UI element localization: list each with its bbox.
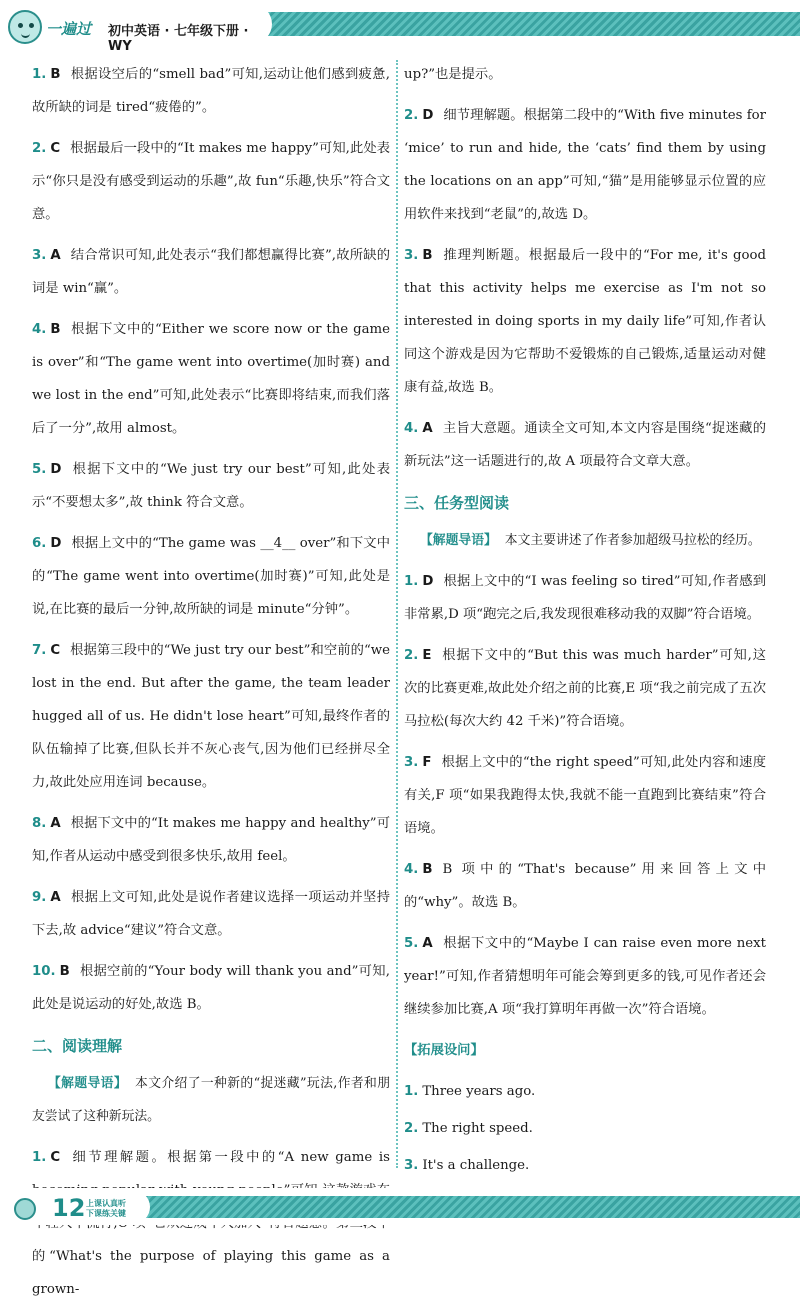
- book-title: 初中英语 · 七年级下册 · WY: [108, 24, 249, 54]
- entry-answer: A: [422, 936, 433, 951]
- entry-number: 3.: [404, 1158, 419, 1173]
- answer-entry: [32, 58, 390, 124]
- entry-explanation: 根据空前的“Your body will thank you and”可知,此处是说运动的好处,故选 B。: [32, 964, 390, 1012]
- answer-entry: [404, 927, 766, 1026]
- answer-entry: [404, 99, 766, 231]
- answer-entry: [404, 565, 766, 631]
- solution-guide: [32, 1067, 390, 1133]
- answer-entry: [32, 239, 390, 305]
- entry-explanation: 根据下文中的“It makes me happy and healthy”可知,作者从运动中感受到很多快乐,故用 feel。: [32, 816, 390, 864]
- entry-number: 2.: [404, 1121, 419, 1136]
- entry-answer: C: [50, 1150, 61, 1165]
- entry-answer: B: [50, 322, 61, 337]
- entry-answer: D: [422, 574, 434, 589]
- answer-entry: [32, 955, 390, 1021]
- entry-explanation: 根据设空后的“smell bad”可知,运动让他们感到疲惫,故所缺的词是 tired“疲倦的”。: [32, 67, 390, 115]
- entry-number: 7.: [32, 643, 47, 658]
- entry-number: 3.: [404, 755, 419, 770]
- entry-explanation: 根据最后一段中的“It makes me happy”可知,此处表示“你只是没有感受到运动的乐趣”,故 fun“乐趣,快乐”符合文意。: [32, 141, 390, 222]
- extension-item: [404, 1149, 766, 1182]
- entry-answer: A: [50, 890, 61, 905]
- page-number: 12: [52, 1194, 86, 1222]
- right-column: [404, 58, 766, 1186]
- entry-explanation: 根据上文中的“I was feeling so tired”可知,作者感到非常累,D 项“跑完之后,我发现很难移动我的双脚”符合语境。: [404, 574, 766, 622]
- entry-explanation: 细节理解题。根据第二段中的“With five minutes for ‘mice’ to run and hide, the ‘cats’ find them by using the locations on an app”可知,“猫”是用能够显示位置的应用软件来找到“老鼠”的,故选 D。: [404, 108, 766, 222]
- entry-number: 8.: [32, 816, 47, 831]
- mascot-logo-icon: [8, 10, 42, 44]
- entry-explanation: 根据上文中的“The game was __4__ over”和下文中的“The game went into overtime(加时赛)”可知,此处是说,在比赛的最后一分钟,故所缺的词是 minute“分钟”。: [32, 536, 390, 617]
- entry-explanation: 推理判断题。根据最后一段中的“For me, it's good that this activity helps me exercise as I'm not so interested in doing sports in my daily life”可知,作者认同这个游戏是因为它帮助不爱锻炼的自己锻炼,适量运动对健康有益,故选 B。: [404, 248, 766, 395]
- entry-number: 4.: [32, 322, 47, 337]
- answer-entry: [32, 132, 390, 231]
- continued-text: up?”也是提示。: [404, 67, 502, 82]
- entry-explanation: 细节理解题。根据第一段中的“A new game is 的“What's the purpose of playing this game as a grown-: [32, 1150, 390, 1297]
- guide-tag: 【解题导语】: [48, 1076, 128, 1091]
- entry-number: 1.: [32, 67, 47, 82]
- entry-answer: B: [50, 67, 61, 82]
- entry-explanation: 根据下文中的“Maybe I can raise even more next year!”可知,作者猜想明年可能会筹到更多的钱,可见作者还会继续参加比赛,A 项“我打算明年再做一次”符合语境。: [404, 936, 766, 1017]
- section-title-reading: 二、阅读理解: [32, 1037, 123, 1055]
- entry-explanation: 根据上文可知,此处是说作者建议选择一项运动并坚持下去,故 advice“建议”符合文意。: [32, 890, 390, 938]
- page-header: [0, 0, 800, 54]
- entry-explanation: 根据下文中的“But this was much harder”可知,这次的比赛更难,故此处介绍之前的比赛,E 项“我之前完成了五次马拉松(每次大约 42 千米)”符合语境。: [404, 648, 766, 729]
- extension-item: [404, 1112, 766, 1145]
- answer-entry: [404, 412, 766, 478]
- entry-answer: A: [422, 421, 433, 436]
- entry-answer: A: [50, 816, 61, 831]
- answer-entry: [32, 527, 390, 626]
- entry-number: 4.: [404, 421, 419, 436]
- entry-number: 10.: [32, 964, 56, 979]
- entry-number: 5.: [32, 462, 47, 477]
- entry-number: 2.: [404, 108, 419, 123]
- entry-number: 1.: [404, 574, 419, 589]
- entry-explanation: B 项中的“That's because”用来回答上文中的“why”。故选 B。: [404, 862, 766, 910]
- extension-answer: Three years ago.: [422, 1084, 536, 1099]
- entry-number: 3.: [404, 248, 419, 263]
- answer-entry: [404, 239, 766, 404]
- extension-answer: It's a challenge.: [422, 1158, 530, 1173]
- answer-entry: [32, 453, 390, 519]
- answer-entry: [32, 881, 390, 947]
- slogan-line-2: 下课练关键: [86, 1209, 126, 1218]
- entry-answer: B: [59, 964, 70, 979]
- extension-item: [404, 1075, 766, 1108]
- entry-number: 4.: [404, 862, 419, 877]
- entry-answer: D: [422, 108, 434, 123]
- entry-answer: A: [50, 248, 61, 263]
- section-title-task-reading: 三、任务型阅读: [404, 494, 510, 512]
- entry-explanation: 结合常识可知,此处表示“我们都想赢得比赛”,故所缺的词是 win“赢”。: [32, 248, 390, 296]
- answer-entry: [32, 634, 390, 799]
- entry-answer: B: [422, 248, 433, 263]
- entry-answer: C: [50, 643, 61, 658]
- entry-number: 1.: [32, 1150, 47, 1165]
- solution-guide: [404, 524, 766, 557]
- footer-slogan: [86, 1199, 126, 1219]
- brand-logo: 一遍过: [46, 20, 92, 38]
- entry-number: 1.: [404, 1084, 419, 1099]
- entry-number: 9.: [32, 890, 47, 905]
- footer-page-box: [0, 1190, 150, 1224]
- answer-entry: [404, 746, 766, 845]
- header-brand-box: [0, 4, 272, 54]
- extension-tag-label: 【拓展设问】: [404, 1043, 484, 1058]
- entry-number: 2.: [404, 648, 419, 663]
- answer-entry: [404, 639, 766, 738]
- entry-answer: D: [50, 462, 62, 477]
- answer-entry: [404, 853, 766, 919]
- column-divider: [396, 60, 398, 1168]
- entry-explanation: 根据上文中的“the right speed”可知,此处内容和速度有关,F 项“如果我跑得太快,我就不能一直跑到比赛结束”符合语境。: [404, 755, 766, 836]
- left-column: [32, 58, 390, 1314]
- guide-text: 本文主要讲述了作者参加超级马拉松的经历。: [504, 533, 761, 548]
- guide-text: 本文介绍了一种新的“捉迷藏”玩法,作者和朋友尝试了这种新玩法。: [32, 1076, 391, 1124]
- entry-explanation: 根据第三段中的“We just try our best”和空前的“we lost in the end. But after the game, the team leader hugged all of us. He didn't lose heart”可知,最终作者的队伍输掉了比赛,但队长并不灰心丧气,因为他们已经拼尽全力,故此处应用连词 because。: [32, 643, 390, 790]
- flower-icon: [14, 1198, 36, 1220]
- page-footer: [0, 1188, 800, 1225]
- guide-tag: 【解题导语】: [420, 533, 497, 548]
- entry-answer: B: [422, 862, 433, 877]
- entry-answer: C: [50, 141, 61, 156]
- slogan-line-1: 上课认真听: [86, 1199, 126, 1208]
- entry-answer: D: [50, 536, 62, 551]
- entry-number: 6.: [32, 536, 47, 551]
- extension-tag: [404, 1034, 766, 1067]
- entry-explanation: 根据下文中的“Either we score now or the game is over”和“The game went into overtime(加时赛) and we lost in the end”可知,此处表示“比赛即将结束,而我们落后了一分”,故用 almost。: [32, 322, 390, 436]
- entry-explanation: 根据下文中的“We just try our best”可知,此处表示“不要想太多”,故 think 符合文意。: [32, 462, 390, 510]
- entry-number: 5.: [404, 936, 419, 951]
- answer-entry: [32, 313, 390, 445]
- entry-explanation: 主旨大意题。通读全文可知,本文内容是围绕“捉迷藏的新玩法”这一话题进行的,故 A 项最符合文章大意。: [404, 421, 766, 469]
- extension-answer: The right speed.: [422, 1121, 533, 1136]
- entry-answer: E: [422, 648, 432, 663]
- answer-entry: [32, 807, 390, 873]
- entry-number: 2.: [32, 141, 47, 156]
- entry-number: 3.: [32, 248, 47, 263]
- entry-answer: F: [422, 755, 432, 770]
